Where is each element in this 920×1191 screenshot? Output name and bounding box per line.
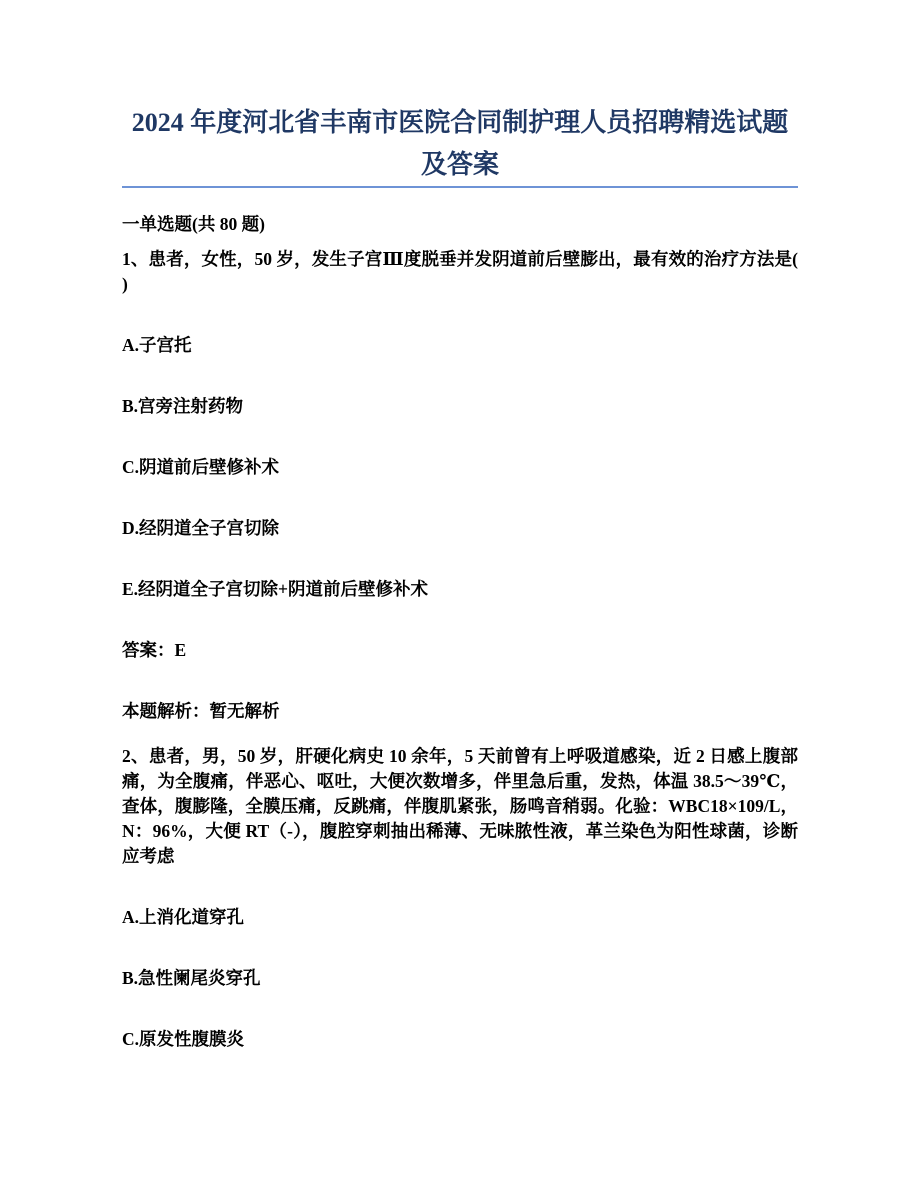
question-1-option-a: A.子宫托 (122, 335, 192, 355)
page-title: 2024 年度河北省丰南市医院合同制护理人员招聘精选试题及答案 (131, 108, 789, 179)
question-2-option-a: A.上消化道穿孔 (122, 907, 245, 927)
question-2-option-b: B.急性阑尾炎穿孔 (122, 968, 261, 988)
question-1-option-d: D.经阴道全子宫切除 (122, 518, 280, 538)
document-header (122, 102, 798, 188)
question-1-option-e: E.经阴道全子宫切除+阴道前后壁修补术 (122, 579, 429, 599)
section-heading: 一单选题(共 80 题) (122, 214, 265, 234)
question-1-answer: 答案：E (122, 640, 187, 660)
question-1-analysis: 本题解析：暂无解析 (122, 701, 280, 721)
question-2-stem: 2、患者，男，50 岁，肝硬化病史 10 余年，5 天前曾有上呼吸道感染，近 2 日感上腹部痛，为全腹痛，伴恶心、呕吐，大便次数增多，伴里急后重，发热，体温 38.5～39℃，查体，腹膨隆，全膜压痛，反跳痛，伴腹肌紧张，肠鸣音稍弱。化验：WBC18×109/L，N：96%，大便 RT（-），腹腔穿刺抽出稀薄、无味脓性液，革兰染色为阳性球菌，诊断应考虑 (122, 746, 798, 866)
question-1-option-b: B.宫旁注射药物 (122, 396, 244, 416)
question-1-option-c: C.阴道前后壁修补术 (122, 457, 280, 477)
document-body (122, 212, 798, 1052)
question-1-stem: 1、患者，女性，50 岁，发生子宫Ⅲ度脱垂并发阴道前后壁膨出，最有效的治疗方法是( ) (122, 249, 798, 294)
question-2-option-c: C.原发性腹膜炎 (122, 1029, 245, 1049)
